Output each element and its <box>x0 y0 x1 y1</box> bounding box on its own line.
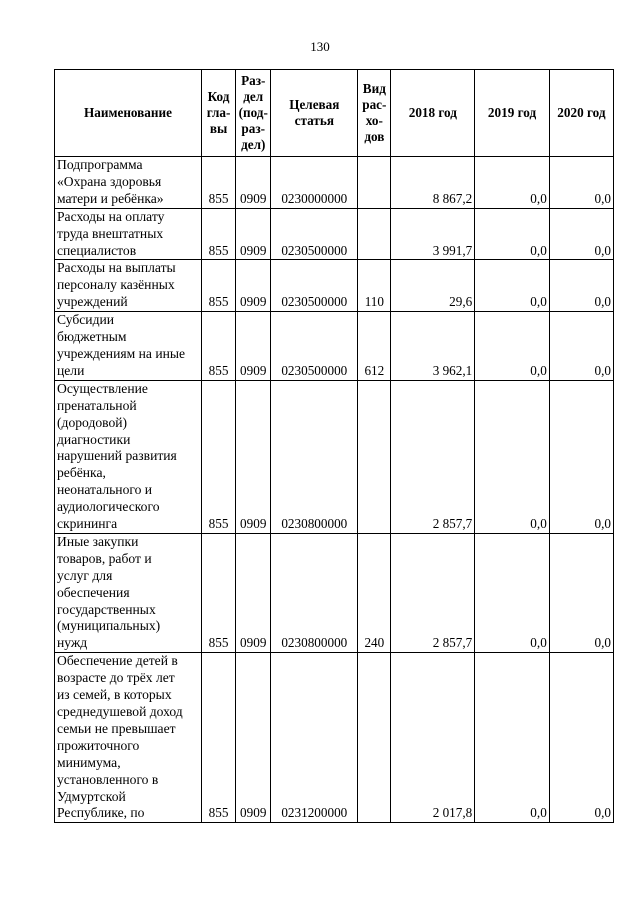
cell-code: 855 <box>201 380 235 533</box>
header-2020: 2020 год <box>549 70 613 157</box>
table-row <box>55 533 614 652</box>
cell-2020: 0,0 <box>549 312 613 381</box>
cell-name: Иные закупки товаров, работ и услуг для обеспечения государственных (муниципальных) нужд <box>55 533 202 652</box>
cell-section: 0909 <box>236 208 271 260</box>
cell-kind: 612 <box>358 312 391 381</box>
header-2018: 2018 год <box>391 70 475 157</box>
cell-section: 0909 <box>236 260 271 312</box>
cell-target: 0230800000 <box>271 380 358 533</box>
cell-2019: 0,0 <box>475 653 550 823</box>
cell-code: 855 <box>201 533 235 652</box>
cell-2019: 0,0 <box>475 157 550 209</box>
cell-code: 855 <box>201 260 235 312</box>
cell-2018: 8 867,2 <box>391 157 475 209</box>
cell-2018: 2 017,8 <box>391 653 475 823</box>
cell-target: 0230500000 <box>271 208 358 260</box>
table-row <box>55 380 614 533</box>
cell-2019: 0,0 <box>475 312 550 381</box>
cell-name: Обеспечение детей в возрасте до трёх лет из семей, в которых среднедушевой доход семьи не превышает прожиточного минимума, установленного в Удмуртской Республике, по <box>55 653 202 823</box>
table-row <box>55 653 614 823</box>
cell-name: Подпрограмма «Охрана здоровья матери и ребёнка» <box>55 157 202 209</box>
cell-kind <box>358 653 391 823</box>
cell-2019: 0,0 <box>475 380 550 533</box>
cell-2018: 3 991,7 <box>391 208 475 260</box>
header-2019: 2019 год <box>475 70 550 157</box>
cell-section: 0909 <box>236 653 271 823</box>
cell-2020: 0,0 <box>549 653 613 823</box>
cell-name: Расходы на оплату труда внештатных специалистов <box>55 208 202 260</box>
cell-target: 0230000000 <box>271 157 358 209</box>
table-row <box>55 208 614 260</box>
cell-2018: 2 857,7 <box>391 380 475 533</box>
cell-target: 0231200000 <box>271 653 358 823</box>
table-row <box>55 260 614 312</box>
cell-target: 0230500000 <box>271 312 358 381</box>
cell-kind <box>358 157 391 209</box>
cell-name: Расходы на выплаты персоналу казённых учреждений <box>55 260 202 312</box>
cell-2020: 0,0 <box>549 260 613 312</box>
cell-name: Осуществление пренатальной (дородовой) диагностики нарушений развития ребёнка, неонатального и аудиологического скрининга <box>55 380 202 533</box>
cell-code: 855 <box>201 312 235 381</box>
cell-code: 855 <box>201 208 235 260</box>
cell-2019: 0,0 <box>475 208 550 260</box>
table-row <box>55 312 614 381</box>
cell-section: 0909 <box>236 157 271 209</box>
cell-2020: 0,0 <box>549 533 613 652</box>
header-section: Раз- дел (под- раз- дел) <box>236 70 271 157</box>
cell-section: 0909 <box>236 312 271 381</box>
table-row <box>55 157 614 209</box>
cell-code: 855 <box>201 157 235 209</box>
header-target: Целевая статья <box>271 70 358 157</box>
cell-target: 0230800000 <box>271 533 358 652</box>
header-kind: Вид рас- хо- дов <box>358 70 391 157</box>
cell-2018: 29,6 <box>391 260 475 312</box>
cell-2020: 0,0 <box>549 208 613 260</box>
cell-kind: 110 <box>358 260 391 312</box>
cell-kind <box>358 380 391 533</box>
cell-target: 0230500000 <box>271 260 358 312</box>
cell-kind: 240 <box>358 533 391 652</box>
cell-2019: 0,0 <box>475 533 550 652</box>
cell-name: Субсидии бюджетным учреждениям на иные цели <box>55 312 202 381</box>
cell-2018: 2 857,7 <box>391 533 475 652</box>
cell-2019: 0,0 <box>475 260 550 312</box>
cell-section: 0909 <box>236 533 271 652</box>
page-number: 130 <box>310 39 330 54</box>
cell-code: 855 <box>201 653 235 823</box>
cell-section: 0909 <box>236 380 271 533</box>
cell-2018: 3 962,1 <box>391 312 475 381</box>
cell-2020: 0,0 <box>549 157 613 209</box>
table-header-row <box>55 70 614 157</box>
header-code: Код гла- вы <box>201 70 235 157</box>
cell-kind <box>358 208 391 260</box>
budget-table <box>54 69 614 823</box>
header-name: Наименование <box>55 70 202 157</box>
cell-2020: 0,0 <box>549 380 613 533</box>
